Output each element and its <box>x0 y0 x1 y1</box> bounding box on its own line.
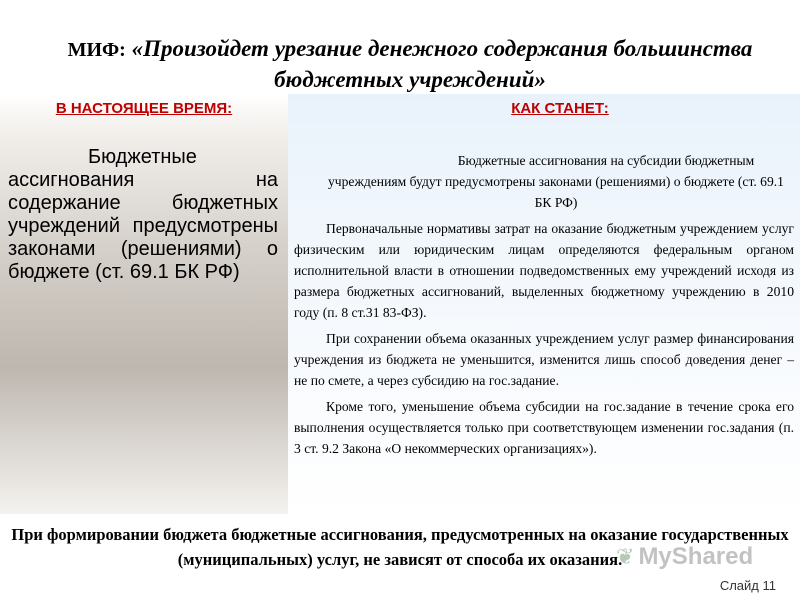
right-body <box>294 150 794 464</box>
watermark <box>616 540 786 574</box>
leaf-icon: ❦ <box>616 544 635 569</box>
right-paragraph: Первоначальные нормативы затрат на оказание бюджетным учреждением услуг физическим или юридическим лицам определяются федеральным органом исполнительной власти в отношении подведомственных ему учреждений исходя из размера бюджетных ассигнований, выделенных бюджетному учреждению в 2010 году (п. 8 ст.31 83-ФЗ). <box>294 221 794 320</box>
slide-title <box>60 34 760 94</box>
right-paragraph: Кроме того, уменьшение объема субсидии на гос.задание в течение срока его выполнения осуществляется только при соответствующем изменении гос.задания (п. 3 ст. 9.2 Закона «О некоммерческих организациях»). <box>294 399 794 456</box>
right-paragraph: При сохранении объема оказанных учреждением услуг размер финансирования учреждения из бюджета не уменьшится, изменится лишь способ доведения денег – не по смете, а через субсидию на гос.задание. <box>294 331 794 388</box>
left-heading: В НАСТОЯЩЕЕ ВРЕМЯ: <box>55 100 233 117</box>
right-paragraph: Бюджетные ассигнования на субсидии бюджетным учреждениям будут предусмотрены законами (решениями) о бюджете (ст. 69.1 БК РФ) <box>328 153 784 210</box>
right-heading: КАК СТАНЕТ: <box>511 100 609 117</box>
watermark-text: MyShared <box>638 543 754 570</box>
myth-label: МИФ: <box>67 39 126 61</box>
myth-claim: «Произойдет урезание денежного содержания большинства бюджетных учреждений» <box>131 36 753 92</box>
left-text: Бюджетные ассигнования на содержание бюджетных учреждений предусмотрены законами (решениями) о бюджете (ст. 69.1 БК РФ) <box>8 146 278 283</box>
conclusion-text: При формировании бюджета бюджетные ассигнования, предусмотренных на оказание государственных (муниципальных) услуг, не зависят от способа их оказания. <box>11 525 789 569</box>
slide-number: Слайд 11 <box>719 578 776 593</box>
